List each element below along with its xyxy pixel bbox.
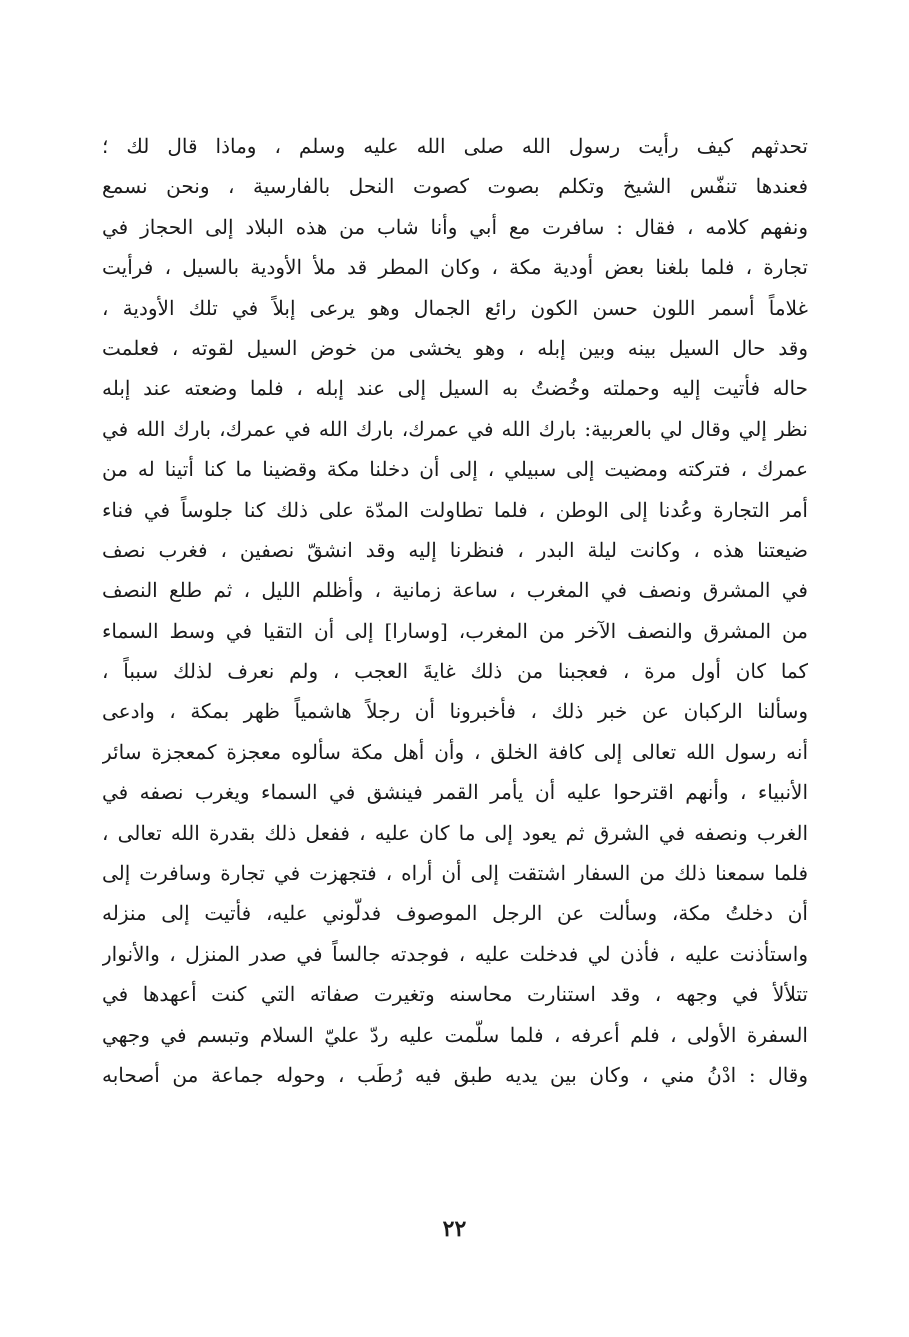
text-line: كما كان أول مرة ، فعجبنا من ذلك غايةَ العجب ، ولم نعرف لذلك سبباً ، — [102, 659, 808, 684]
text-line: عمرك ، فتركته ومضيت إلى سبيلي ، إلى أن دخلنا مكة وقضينا ما كنا أتينا له من — [102, 457, 808, 482]
text-line: تجارة ، فلما بلغنا بعض أودية مكة ، وكان المطر قد ملأ الأودية بالسيل ، فرأيت — [102, 255, 808, 280]
text-line: وقد حال السيل بينه وبين إبله ، وهو يخشى من خوض السيل لقوته ، فعلمت — [102, 335, 808, 360]
text-line: في المشرق ونصف في المغرب ، ساعة زمانية ، وأظلم الليل ، ثم طلع النصف — [102, 578, 808, 603]
text-line: فعندها تنفّس الشيخ وتكلم بصوت كصوت النحل بالفارسية ، ونحن نسمع — [102, 174, 808, 199]
text-line: الغرب ونصفه في الشرق ثم يعود إلى ما كان عليه ، ففعل ذلك بقدرة الله تعالى ، — [102, 820, 808, 845]
text-line: ونفهم كلامه ، فقال : سافرت مع أبي وأنا شاب من هذه البلاد إلى الحجاز في — [102, 214, 808, 239]
text-line: حاله فأتيت إليه وحملته وخُضتُ به السيل إلى عند إبله ، فلما وضعته عند إبله — [102, 376, 808, 401]
text-line: غلاماً أسمر اللون حسن الكون رائع الجمال وهو يرعى إبلاً في تلك الأودية ، — [102, 295, 808, 320]
text-line: واستأذنت عليه ، فأذن لي فدخلت عليه ، فوجدته جالساً في صدر المنزل ، والأنوار — [102, 941, 808, 966]
text-line: أنه رسول الله تعالى إلى كافة الخلق ، وأن أهل مكة سألوه معجزة كمعجزة سائر — [102, 739, 808, 764]
text-line: وسألنا الركبان عن خبر ذلك ، فأخبرونا أن رجلاً هاشمياً ظهر بمكة ، وادعى — [102, 699, 808, 724]
text-line: تتلألأ في وجهه ، وقد استنارت محاسنه وتغيرت صفاته التي كنت أعهدها في — [102, 982, 808, 1007]
text-line: وقال : ادْنُ مني ، وكان بين يديه طبق فيه رُطَب ، وحوله جماعة من أصحابه — [102, 1062, 808, 1087]
text-line: ضيعتنا هذه ، وكانت ليلة البدر ، فنظرنا إليه وقد انشقّ نصفين ، فغرب نصف — [102, 537, 808, 562]
text-line: من المشرق والنصف الآخر من المغرب، [وسارا] إلى أن التقيا في وسط السماء — [102, 618, 808, 643]
text-line: فلما سمعنا ذلك من السفار اشتقت إلى أن أراه ، فتجهزت في تجارة وسافرت إلى — [102, 861, 808, 886]
text-line: أمر التجارة وعُدنا إلى الوطن ، فلما تطاولت المدّة على ذلك كنا جلوساً في فناء — [102, 497, 808, 522]
text-line: الأنبياء ، وأنهم اقترحوا عليه أن يأمر القمر فينشق في السماء ويغرب نصفه في — [102, 780, 808, 805]
text-line: نظر إلي وقال لي بالعربية: بارك الله في عمرك، بارك الله في عمرك، بارك الله في — [102, 416, 808, 441]
body-text — [102, 126, 808, 1095]
page-number: ٢٢ — [442, 1216, 467, 1242]
text-line: تحدثهم كيف رأيت رسول الله صلى الله عليه وسلم ، وماذا قال لك ؛ — [102, 134, 808, 158]
text-line: السفرة الأولى ، فلم أعرفه ، فلما سلّمت عليه ردّ عليّ السلام وتبسم في وجهي — [102, 1022, 808, 1047]
text-line: أن دخلتُ مكة، وسألت عن الرجل الموصوف فدلّوني عليه، فأتيت إلى منزله — [102, 901, 808, 926]
